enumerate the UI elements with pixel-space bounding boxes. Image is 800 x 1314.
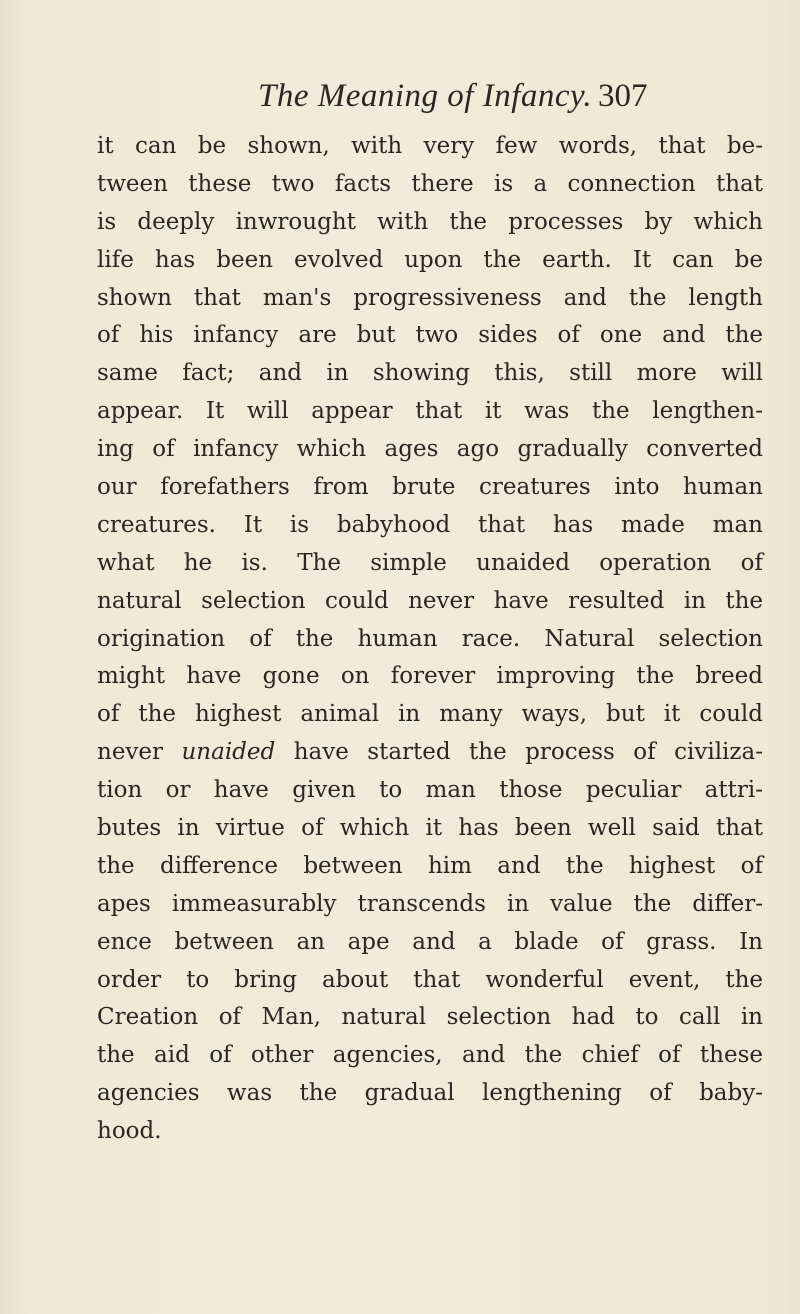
text-line: is deeply inwrought with the processes by which	[97, 208, 763, 235]
text-line: apes immeasurably transcends in value the differ-	[97, 890, 763, 917]
text-line: tween these two facts there is a connection that	[97, 170, 763, 197]
text-line: of his infancy are but two sides of one and the	[97, 322, 763, 349]
text-line: appear. It will appear that it was the lengthen-	[97, 398, 763, 425]
text-line: the aid of other agencies, and the chief of these	[97, 1042, 763, 1069]
text-line: might have gone on forever improving the breed	[97, 663, 763, 690]
text-line: creatures. It is babyhood that has made man	[97, 511, 763, 538]
text-line: of the highest animal in many ways, but it could	[97, 701, 763, 728]
text-line: natural selection could never have resulted in the	[97, 587, 763, 614]
text-line: agencies was the gradual lengthening of baby-	[97, 1080, 763, 1107]
text-line: what he is. The simple unaided operation of	[97, 549, 763, 576]
running-title: The Meaning of Infancy.	[258, 78, 593, 114]
text-line: it can be shown, with very few words, that be-	[97, 133, 763, 159]
text-line: our forefathers from brute creatures into human	[97, 474, 763, 501]
emphasized-word: unaided	[181, 739, 276, 766]
page-number: 307	[598, 78, 648, 114]
text-line: order to bring about that wonderful event, the	[97, 966, 763, 993]
text-line-with-emphasis	[97, 734, 763, 772]
text-segment: never	[97, 739, 164, 766]
text-line: shown that man's progressiveness and the length	[97, 284, 763, 311]
text-line: ing of infancy which ages ago gradually converted	[97, 436, 763, 463]
text-line: butes in virtue of which it has been well said that	[97, 815, 763, 842]
body-paragraph	[97, 128, 763, 1151]
text-line: hood.	[97, 1118, 162, 1145]
text-line: the difference between him and the highest of	[97, 852, 763, 879]
text-line: same fact; and in showing this, still more will	[97, 360, 763, 387]
text-line: ence between an ape and a blade of grass. In	[97, 928, 763, 955]
text-line: origination of the human race. Natural selection	[97, 625, 763, 652]
text-line: tion or have given to man those peculiar attri-	[97, 777, 763, 804]
running-head	[258, 78, 778, 128]
text-segment: have started the process of civiliza-	[293, 739, 764, 766]
text-line: life has been evolved upon the earth. It can be	[97, 246, 763, 273]
text-line: Creation of Man, natural selection had to call in	[97, 1004, 763, 1031]
